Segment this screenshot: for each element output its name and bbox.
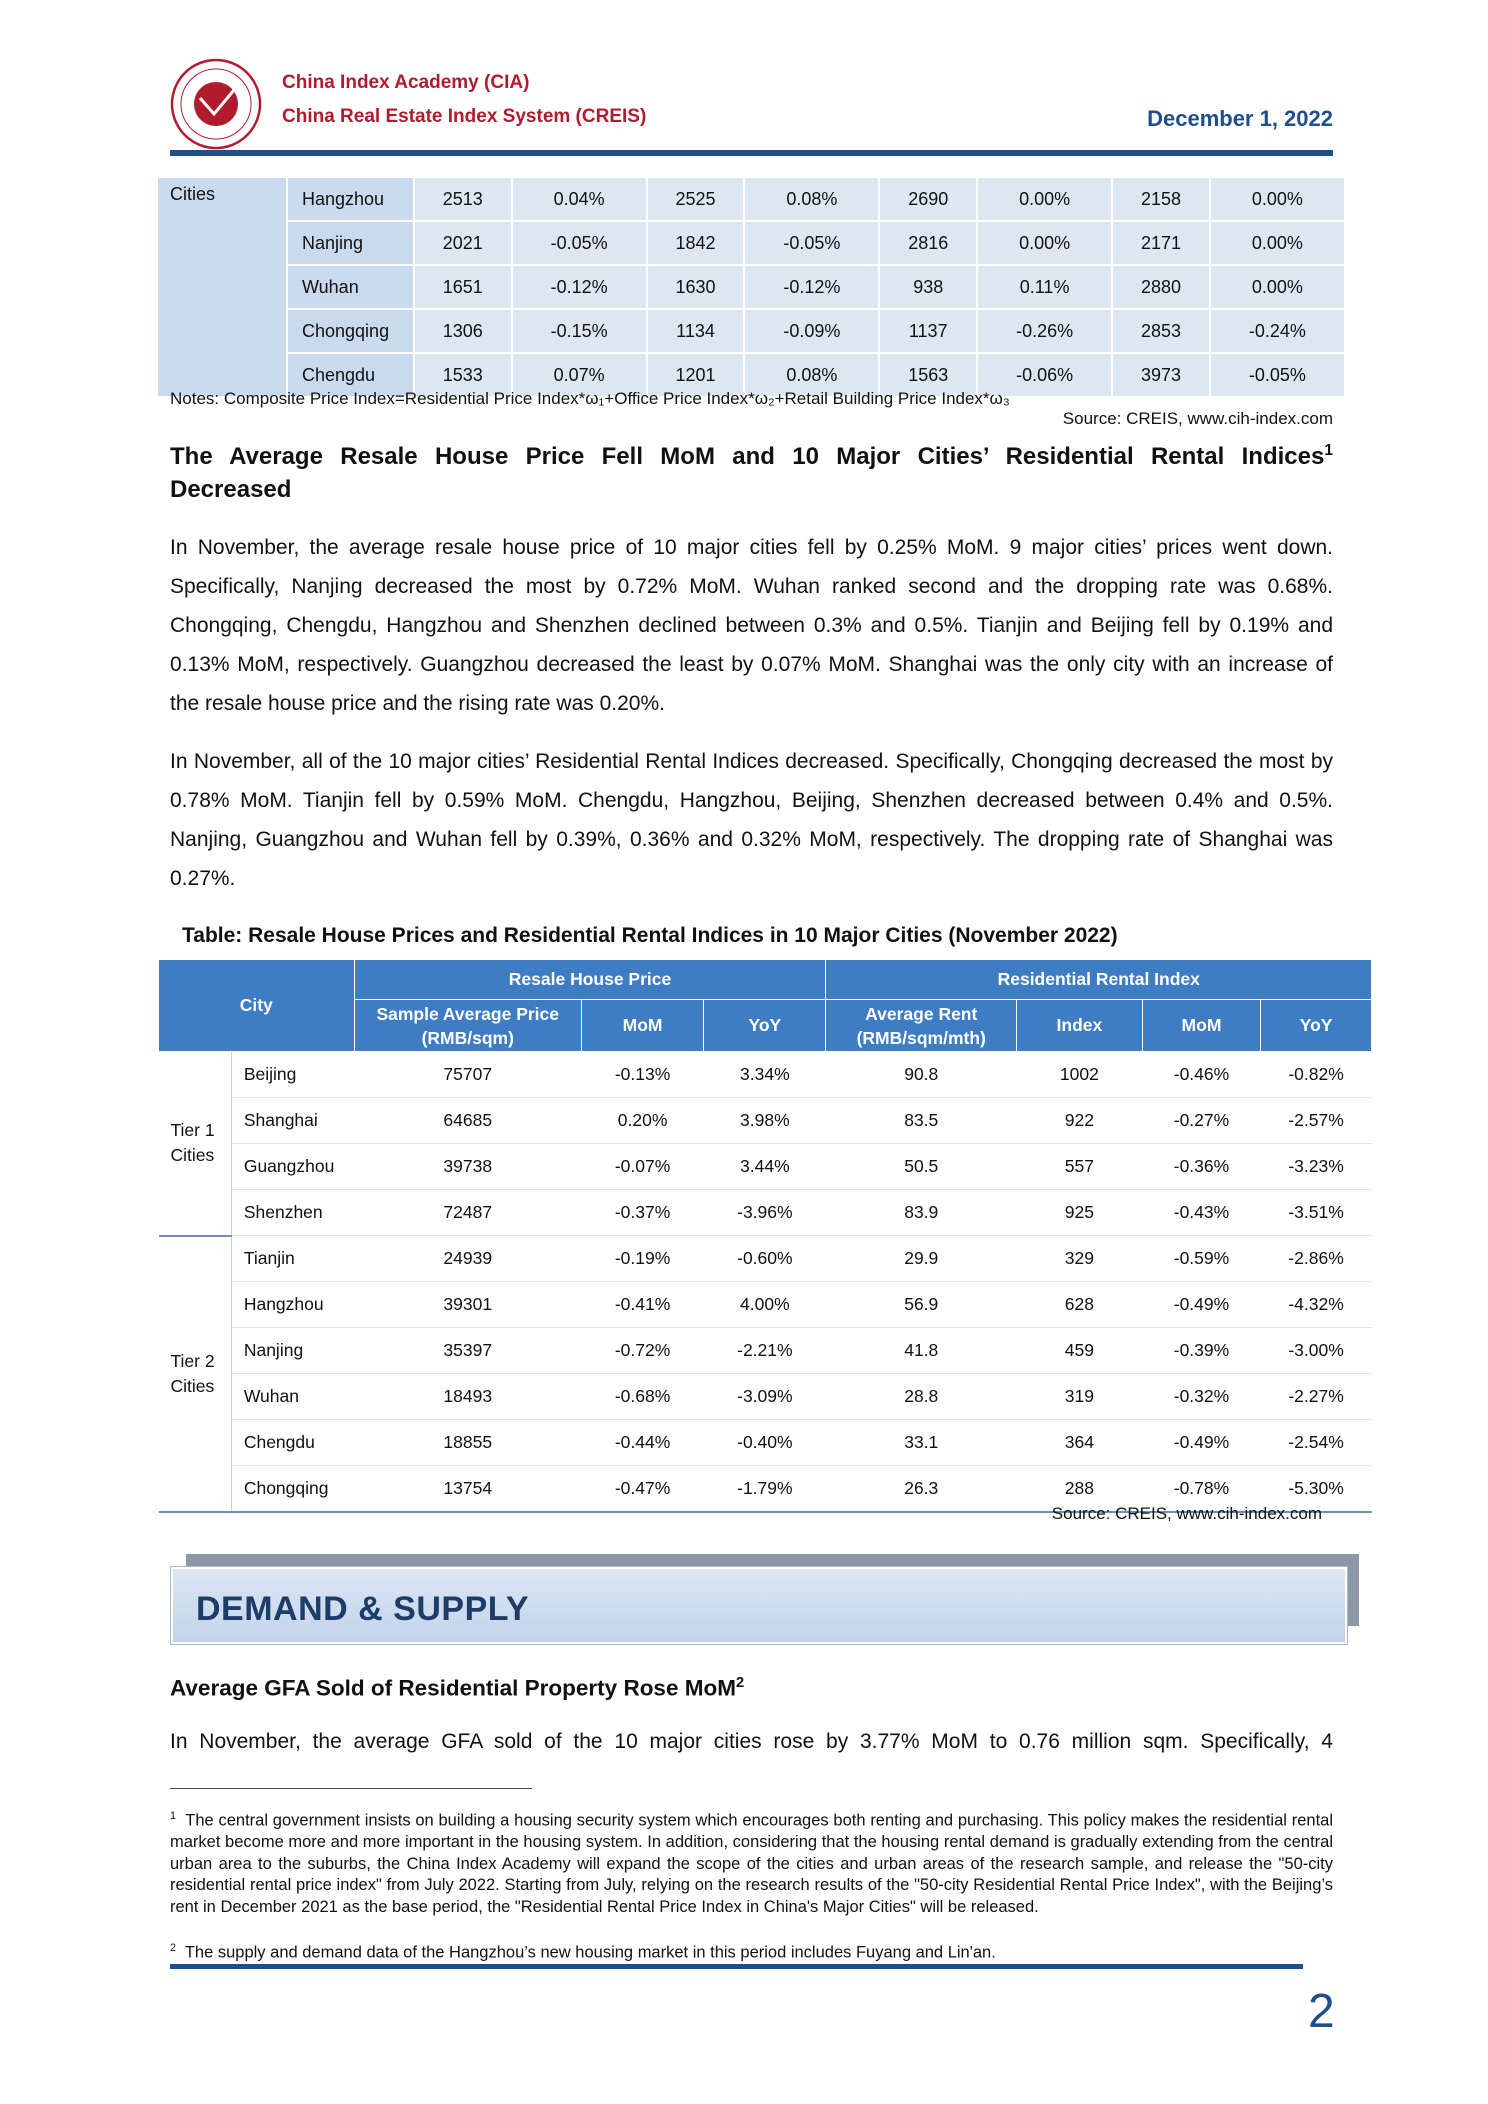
table-cell: 24939 [354, 1236, 581, 1282]
table-cell: -0.27% [1142, 1098, 1260, 1144]
table-cell: 1842 [648, 222, 746, 266]
table-cell: 319 [1017, 1374, 1143, 1420]
table-cell: 557 [1017, 1144, 1143, 1190]
footnote-rule [170, 1788, 532, 1789]
table-cell: 2525 [648, 178, 746, 222]
city-name: Guangzhou [231, 1144, 354, 1190]
banner-title: DEMAND & SUPPLY [196, 1590, 530, 1628]
table-cell: -0.60% [704, 1236, 826, 1282]
table-cell: 2158 [1113, 178, 1211, 222]
table-cell: 2880 [1113, 266, 1211, 310]
city-name: Shanghai [231, 1098, 354, 1144]
table-cell: 35397 [354, 1328, 581, 1374]
city-name: Hangzhou [288, 178, 415, 222]
table-cell: 2690 [880, 178, 978, 222]
table-cell: 0.08% [745, 178, 880, 222]
table-cell: 39738 [354, 1144, 581, 1190]
col-group-rental: Residential Rental Index [826, 960, 1372, 1000]
table-cell: 2816 [880, 222, 978, 266]
table-cell: -3.09% [704, 1374, 826, 1420]
table-caption: Table: Resale House Prices and Residential Rental Indices in 10 Major Cities (November 2022) [182, 924, 1118, 947]
table-cell: 1630 [648, 266, 746, 310]
table-cell: 39301 [354, 1282, 581, 1328]
table-cell: 288 [1017, 1466, 1143, 1513]
table-cell: 0.08% [745, 354, 880, 398]
table-cell: -0.26% [978, 310, 1113, 354]
table-cell: 1137 [880, 310, 978, 354]
table-cell: 2853 [1113, 310, 1211, 354]
table-row [158, 310, 1346, 354]
table-cell: 56.9 [826, 1282, 1017, 1328]
table-cell: 3973 [1113, 354, 1211, 398]
table-cell: -0.12% [745, 266, 880, 310]
tier-2-label [159, 1236, 232, 1513]
city-name: Chengdu [231, 1420, 354, 1466]
city-name: Chongqing [231, 1466, 354, 1513]
table-cell: 28.8 [826, 1374, 1017, 1420]
table-cell: -0.37% [581, 1190, 703, 1236]
table-cell: 1134 [648, 310, 746, 354]
org-name-creis: China Real Estate Index System (CREIS) [282, 106, 647, 127]
table-cell: 50.5 [826, 1144, 1017, 1190]
header-rule [170, 150, 1333, 156]
col-header-rent-mom: MoM [1142, 1000, 1260, 1052]
footnote-ref: 1 [1324, 442, 1333, 459]
table-cell: 1563 [880, 354, 978, 398]
section-heading-text: The Average Resale House Price Fell MoM and 10 Major Cities’ Residential Rental Indices [170, 443, 1325, 470]
table-cell: 925 [1017, 1190, 1143, 1236]
table-cell: -0.47% [581, 1466, 703, 1513]
tier-label-line2: Cities [170, 1145, 215, 1166]
table-cell: 3.98% [704, 1098, 826, 1144]
table-cell: -0.15% [513, 310, 648, 354]
city-name: Shenzhen [231, 1190, 354, 1236]
table-cell: -2.27% [1261, 1374, 1372, 1420]
table-cell: -0.13% [581, 1052, 703, 1098]
table-cell: -0.36% [1142, 1144, 1260, 1190]
table-row [159, 1374, 1372, 1420]
table-cell: 90.8 [826, 1052, 1017, 1098]
section-heading-gfa [170, 1664, 1333, 1708]
table-cell: 922 [1017, 1098, 1143, 1144]
col-header-yoy: YoY [704, 1000, 826, 1052]
footnote-1 [170, 1806, 1333, 1918]
col-header-rent-yoy: YoY [1261, 1000, 1372, 1052]
table-cell: 1306 [415, 310, 513, 354]
table-cell: 1201 [648, 354, 746, 398]
table-row [159, 1328, 1372, 1374]
table-cell: 3.34% [704, 1052, 826, 1098]
table-cell: 0.07% [513, 354, 648, 398]
table-row [159, 1052, 1372, 1098]
table-cell: 64685 [354, 1098, 581, 1144]
col-header-avg-price-l2: (RMB/sqm) [421, 1027, 514, 1048]
table-cell: 26.3 [826, 1466, 1017, 1513]
table-cell: 33.1 [826, 1420, 1017, 1466]
section-heading-gfa-text: Average GFA Sold of Residential Property Rose MoM [170, 1675, 736, 1701]
table-cell: 1533 [415, 354, 513, 398]
table-row [159, 1190, 1372, 1236]
table-cell: 0.00% [1211, 222, 1346, 266]
footnote-2 [170, 1938, 1333, 1964]
table-cell: -5.30% [1261, 1466, 1372, 1513]
table-cell: -0.78% [1142, 1466, 1260, 1513]
table-cell: -0.19% [581, 1236, 703, 1282]
table-cell: -4.32% [1261, 1282, 1372, 1328]
table-cell: -2.86% [1261, 1236, 1372, 1282]
city-name: Wuhan [231, 1374, 354, 1420]
table-cell: 628 [1017, 1282, 1143, 1328]
col-header-index: Index [1017, 1000, 1143, 1052]
table-cell: 4.00% [704, 1282, 826, 1328]
table-cell: -0.49% [1142, 1420, 1260, 1466]
table-cell: 2513 [415, 178, 513, 222]
table-cell: 0.00% [1211, 178, 1346, 222]
table-row [158, 178, 1346, 222]
city-name: Wuhan [288, 266, 415, 310]
footnote-1-number: 1 [170, 1810, 176, 1822]
table-cell: -2.57% [1261, 1098, 1372, 1144]
row-group-label: Cities [158, 178, 288, 398]
table-cell: -3.51% [1261, 1190, 1372, 1236]
table-cell: -0.05% [1211, 354, 1346, 398]
table-row [159, 1420, 1372, 1466]
table-cell: 18855 [354, 1420, 581, 1466]
tier-label-line2: Cities [170, 1375, 215, 1396]
table-source-2: Source: CREIS, www.cih-index.com [1051, 1504, 1322, 1523]
table-cell: -0.43% [1142, 1190, 1260, 1236]
table-cell: 364 [1017, 1420, 1143, 1466]
tier-label-line1: Tier 1 [170, 1120, 215, 1141]
table-cell: 1002 [1017, 1052, 1143, 1098]
footnote-2-text: The supply and demand data of the Hangzhou’s new housing market in this period includes Fuyang and Lin'an. [184, 1943, 996, 1962]
table-source: Source: CREIS, www.cih-index.com [1062, 409, 1333, 428]
table-cell: 83.9 [826, 1190, 1017, 1236]
col-header-avg-rent-l1: Average Rent [865, 1003, 978, 1024]
col-header-mom: MoM [581, 1000, 703, 1052]
report-date: December 1, 2022 [1147, 106, 1333, 131]
table-row [159, 1236, 1372, 1282]
table-cell: 3.44% [704, 1144, 826, 1190]
table-cell: -0.05% [745, 222, 880, 266]
table-cell: -0.24% [1211, 310, 1346, 354]
city-name: Tianjin [231, 1236, 354, 1282]
table-cell: -0.12% [513, 266, 648, 310]
table-cell: -3.96% [704, 1190, 826, 1236]
page-number: 2 [1308, 1985, 1335, 2038]
table-cell: 13754 [354, 1466, 581, 1513]
table-cell: -0.72% [581, 1328, 703, 1374]
table-cell: 29.9 [826, 1236, 1017, 1282]
table-cell: -0.07% [581, 1144, 703, 1190]
table-cell: -0.44% [581, 1420, 703, 1466]
table-cell: -0.05% [513, 222, 648, 266]
table-cell: 0.00% [978, 222, 1113, 266]
table-row [159, 1098, 1372, 1144]
table-cell: -2.54% [1261, 1420, 1372, 1466]
table-cell: -3.23% [1261, 1144, 1372, 1190]
table-row [158, 266, 1346, 310]
tier-label-line1: Tier 2 [170, 1350, 215, 1371]
table-cell: -0.49% [1142, 1282, 1260, 1328]
table-cell: 2021 [415, 222, 513, 266]
col-header-city: City [159, 960, 355, 1052]
paragraph-rental-index: In November, all of the 10 major cities’ Residential Rental Indices decreased. Specifically, Chongqing decreased the most by 0.78% MoM. Tianjin fell by 0.59% MoM. Chengdu, Hangzhou, Beijing, Shenzhen decreased between 0.4% and 0.5%. Nanjing, Guangzhou and Wuhan fell by 0.39%, 0.36% and 0.32% MoM, respectively. The dropping rate of Shanghai was 0.27%. [170, 750, 1333, 890]
col-group-resale: Resale House Price [354, 960, 826, 1000]
table-cell: -0.09% [745, 310, 880, 354]
table-cell: 0.00% [978, 178, 1113, 222]
table-notes: Notes: Composite Price Index=Residential Price Index*ω₁+Office Price Index*ω₂+Retail Building Price Index*ω₃ [170, 389, 1010, 408]
col-header-avg-price [354, 1000, 581, 1052]
table-cell: -1.79% [704, 1466, 826, 1513]
paragraph-resale-price: In November, the average resale house price of 10 major cities fell by 0.25% MoM. 9 major cities’ prices went down. Specifically, Nanjing decreased the most by 0.72% MoM. Wuhan ranked second and the dropping rate was 0.68%. Chongqing, Chengdu, Hangzhou and Shenzhen declined between 0.3% and 0.5%. Tianjin and Beijing fell by 0.19% and 0.13% MoM, respectively. Guangzhou decreased the least by 0.07% MoM. Shanghai was the only city with an increase of the resale house price and the rising rate was 0.20%. [170, 536, 1333, 715]
table-cell: 0.00% [1211, 266, 1346, 310]
paragraph-gfa: In November, the average GFA sold of the 10 major cities rose by 3.77% MoM to 0.76 million sqm. Specifically, 4 [170, 1730, 1333, 1753]
table-row [159, 1144, 1372, 1190]
table-cell: -3.00% [1261, 1328, 1372, 1374]
table-cell: 72487 [354, 1190, 581, 1236]
city-name: Nanjing [231, 1328, 354, 1374]
table-cell: -0.59% [1142, 1236, 1260, 1282]
table-cell: 0.04% [513, 178, 648, 222]
city-name: Hangzhou [231, 1282, 354, 1328]
footer-rule [170, 1964, 1303, 1969]
composite-index-table-fragment [158, 178, 1346, 398]
table-cell: -0.68% [581, 1374, 703, 1420]
city-name: Nanjing [288, 222, 415, 266]
cia-logo [170, 58, 262, 150]
city-name: Chongqing [288, 310, 415, 354]
table-row [158, 222, 1346, 266]
table-cell: 329 [1017, 1236, 1143, 1282]
table-cell: 938 [880, 266, 978, 310]
table-cell: 83.5 [826, 1098, 1017, 1144]
footnote-1-text: The central government insists on building a housing security system which encourages both renting and purchasing. This policy makes the residential rental market become more and more important in the housing system. In addition, considering that the housing rental demand is gradually extending from the central urban area to the suburbs, the China Index Academy will expand the scope of the cities and urban areas of the research sample, and release the "50-city residential rental price index" from July 2022. Starting from July, relying on the research results of the "50-city Residential Rental Price Index", with the Beijing’s rent in December 2021 as the base period, the "Residential Rental Price Index in China's Major Cities" will be released. [170, 1811, 1334, 1916]
col-header-avg-price-l1: Sample Average Price [376, 1003, 560, 1024]
table-cell: 18493 [354, 1374, 581, 1420]
resale-rental-table [158, 959, 1372, 1513]
table-cell: 0.11% [978, 266, 1113, 310]
table-cell: -0.41% [581, 1282, 703, 1328]
table-cell: 1651 [415, 266, 513, 310]
table-cell: 75707 [354, 1052, 581, 1098]
col-header-avg-rent [826, 1000, 1017, 1052]
table-cell: 41.8 [826, 1328, 1017, 1374]
city-name: Beijing [231, 1052, 354, 1098]
table-cell: -0.06% [978, 354, 1113, 398]
table-cell: -2.21% [704, 1328, 826, 1374]
org-name-cia: China Index Academy (CIA) [282, 72, 530, 93]
col-header-avg-rent-l2: (RMB/sqm/mth) [856, 1027, 986, 1048]
footnote-2-number: 2 [170, 1942, 176, 1954]
city-name: Chengdu [288, 354, 415, 398]
table-cell: -0.40% [704, 1420, 826, 1466]
table-cell: -0.46% [1142, 1052, 1260, 1098]
table-cell: 2171 [1113, 222, 1211, 266]
table-cell: 0.20% [581, 1098, 703, 1144]
footnote-ref-2: 2 [735, 1675, 745, 1691]
table-cell: -0.39% [1142, 1328, 1260, 1374]
table-row [159, 1282, 1372, 1328]
table-cell: 459 [1017, 1328, 1143, 1374]
section-heading-resale-end: Decreased [170, 476, 292, 503]
table-cell: -0.82% [1261, 1052, 1372, 1098]
table-cell: -0.32% [1142, 1374, 1260, 1420]
tier-1-label [159, 1052, 232, 1236]
